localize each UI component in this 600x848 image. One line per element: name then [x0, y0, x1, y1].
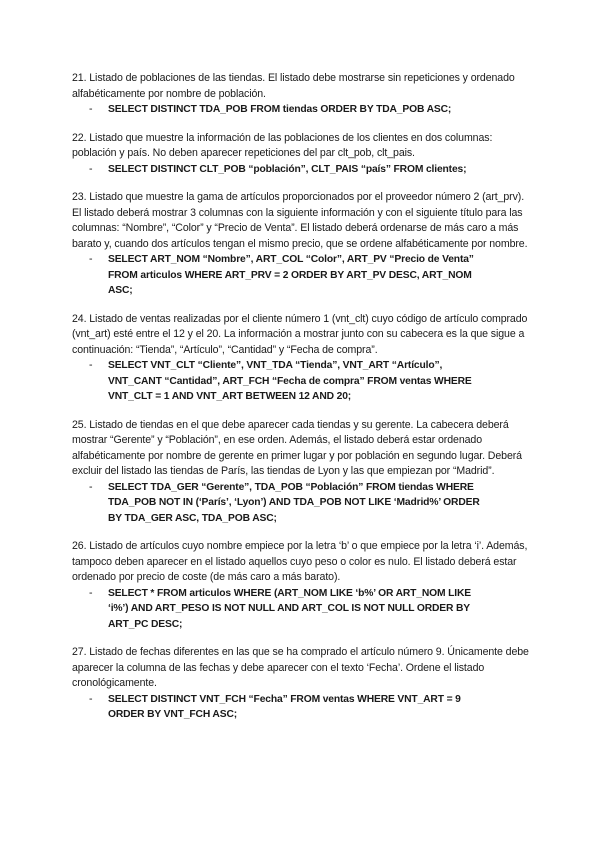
sql-query: SELECT TDA_GER “Gerente”, TDA_POB “Población” FROM tiendas WHERE TDA_POB NOT IN (‘París’, ‘Lyon’) AND TDA_POB NOT LIKE ‘Madrid%’ ORDER BY TDA_GER ASC, TDA_POB ASC; — [108, 481, 480, 524]
exercise-25 — [72, 418, 532, 527]
exercise-statement: 21. Listado de poblaciones de las tiendas. El listado debe mostrarse sin repeticiones y ordenado alfabéticamente por nombre de población. — [72, 72, 515, 100]
sql-query: SELECT * FROM articulos WHERE (ART_NOM LIKE ‘b%’ OR ART_NOM LIKE ‘i%’) AND ART_PESO IS NOT NULL AND ART_COL IS NOT NULL ORDER BY ART_PC DESC; — [108, 587, 472, 630]
exercise-27 — [72, 645, 532, 723]
exercise-statement: 26. Listado de artículos cuyo nombre empiece por la letra ‘b’ o que empiece por la letra ‘i’. Además, tampoco deben aparecer en el listado aquellos cuyo peso o color es nulo. El listado deberá estar ordenado por precio de coste (de más caro a más barato). — [72, 540, 528, 583]
exercise-23 — [72, 190, 532, 299]
sql-query: SELECT DISTINCT CLT_POB “población”, CLT_PAIS “país” FROM clientes; — [108, 163, 467, 175]
exercise-statement: 23. Listado que muestre la gama de artículos proporcionados por el proveedor número 2 (art_prv). El listado deberá mostrar 3 columnas con la siguiente información y con el siguiente título para las columnas: “Nombre”, “Color” y “Precio de Venta”. El listado deberá ordenarse de más caro a más barato y, cuando dos artículos tengan el mismo precio, que se ordene alfabéticamente por nombre. — [72, 191, 528, 250]
exercise-statement: 22. Listado que muestre la información de las poblaciones de los clientes en dos columnas: población y país. No deben aparecer repeticiones del par clt_pob, clt_pais. — [72, 131, 493, 159]
bullet-dash: - — [89, 359, 93, 371]
sql-query: SELECT ART_NOM “Nombre”, ART_COL “Color”, ART_PV “Precio de Venta” FROM articulos WHERE ART_PRV = 2 ORDER BY ART_PV DESC, ART_NOM ASC; — [108, 254, 474, 296]
exercise-statement: 27. Listado de fechas diferentes en las que se ha comprado el artículo número 9. Únicamente debe aparecer la columna de las fechas y debe aparecer con el texto ‘Fecha’. Ordene el listado cronológicamente. — [72, 646, 529, 689]
exercise-statement: 24. Listado de ventas realizadas por el cliente número 1 (vnt_clt) cuyo código de artículo comprado (vnt_art) esté entre el 12 y el 20. La información a mostrar junto con su cabecera es la que sigue a continuación: “Tienda”, “Artículo”, “Cantidad” y “Fecha de compra”. — [72, 312, 528, 356]
sql-answer-item — [72, 102, 532, 118]
sql-answer-item — [72, 252, 532, 299]
bullet-dash: - — [89, 103, 93, 115]
sql-answer-item — [72, 480, 532, 527]
sql-answer-item — [72, 162, 532, 178]
bullet-dash: - — [89, 480, 93, 493]
bullet-dash: - — [89, 692, 93, 705]
exercise-statement: 25. Listado de tiendas en el que debe aparecer cada tiendas y su gerente. La cabecera deberá mostrar “Gerente” y “Población”, en ese orden. Además, el listado deberá estar ordenado alfabéticamente por nombre de gerente en primer lugar y por población en segundo lugar. Deberá excluir del listado las tiendas de París, las tiendas de Lyon y las que empiezan por “Madrid”. — [72, 418, 522, 477]
sql-answer-item — [72, 358, 532, 405]
exercise-24 — [72, 312, 532, 405]
bullet-dash: - — [89, 162, 93, 175]
sql-query: SELECT DISTINCT VNT_FCH “Fecha” FROM ventas WHERE VNT_ART = 9 ORDER BY VNT_FCH ASC; — [108, 693, 461, 720]
sql-answer-item — [72, 692, 532, 723]
exercise-22 — [72, 131, 532, 178]
bullet-dash: - — [89, 586, 93, 599]
sql-query: SELECT DISTINCT TDA_POB FROM tiendas ORDER BY TDA_POB ASC; — [108, 104, 452, 115]
exercise-26 — [72, 539, 532, 632]
exercise-21 — [72, 71, 532, 118]
sql-answer-item — [72, 586, 532, 633]
document-page — [72, 71, 532, 736]
bullet-dash: - — [89, 253, 93, 265]
sql-query: SELECT VNT_CLT “Cliente”, VNT_TDA “Tienda”, VNT_ART “Artículo”, VNT_CANT “Cantidad”, ART_FCH “Fecha de compra” FROM ventas WHERE VNT_CLT = 1 AND VNT_ART BETWEEN 12 AND 20; — [108, 360, 472, 402]
